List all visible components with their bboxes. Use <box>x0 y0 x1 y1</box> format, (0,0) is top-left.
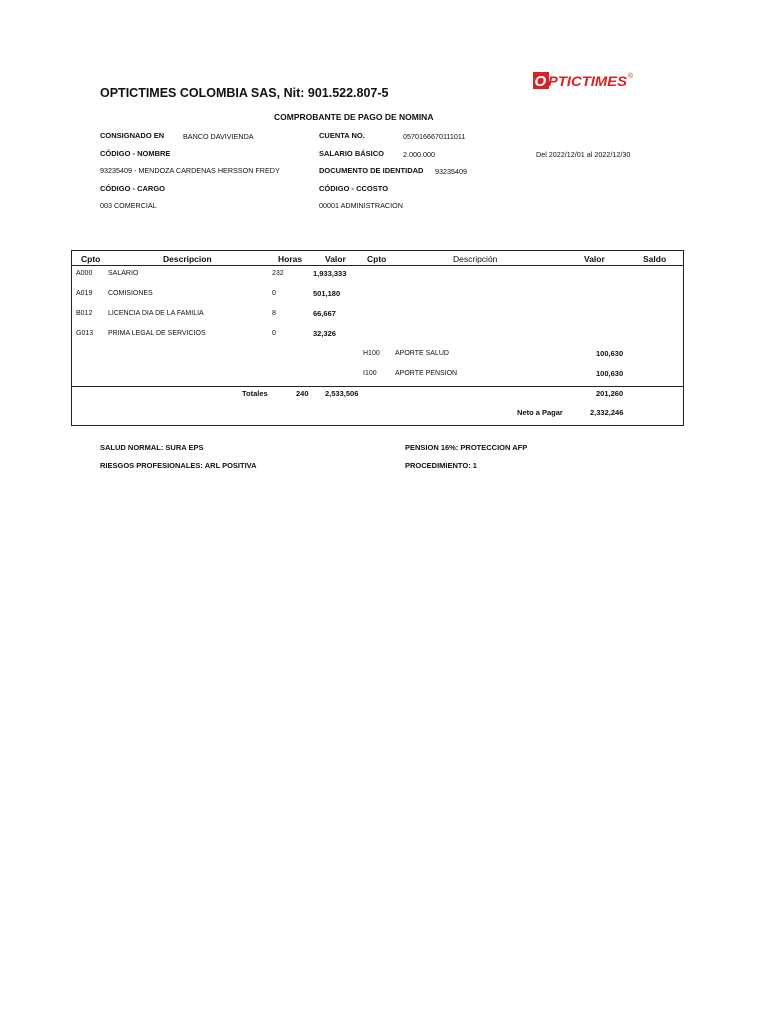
row-valor-deduccion: 100,630 <box>596 349 624 358</box>
col-header-descripcion-deduccion: Descripción <box>453 254 498 264</box>
row-valor: 1,933,333 <box>313 269 347 278</box>
row-cpto: A019 <box>76 290 93 297</box>
codigo-cargo-label: CÓDIGO - CARGO <box>100 184 165 193</box>
totals-valor: 2,533,506 <box>325 389 359 398</box>
col-header-valor-deduccion: Valor <box>584 254 605 264</box>
row-descripcion: SALARIO <box>108 270 139 277</box>
document-title: COMPROBANTE DE PAGO DE NOMINA <box>274 112 434 122</box>
table-header-divider <box>72 265 683 266</box>
col-header-descripcion: Descripcion <box>163 254 212 264</box>
riesgos-info: RIESGOS PROFESIONALES: ARL POSITIVA <box>100 461 257 470</box>
logo-registered-mark: ® <box>628 73 634 80</box>
row-valor: 66,667 <box>313 309 336 318</box>
costo-value: 00001 ADMINISTRACION <box>319 201 403 210</box>
row-cpto-deduccion: I100 <box>363 370 377 377</box>
col-header-cpto: Cpto <box>81 254 101 264</box>
company-logo <box>533 68 635 92</box>
row-horas: 0 <box>272 290 276 297</box>
row-descripcion-deduccion: APORTE SALUD <box>395 350 449 357</box>
totals-deducciones: 201,260 <box>596 389 624 398</box>
row-valor-deduccion: 100,630 <box>596 369 624 378</box>
consignado-value: BANCO DAVIVIENDA <box>183 132 254 141</box>
documento-value: 93235409 <box>435 167 467 176</box>
company-name: OPTICTIMES COLOMBIA SAS, Nit: 901.522.807-5 <box>100 86 389 100</box>
col-header-saldo: Saldo <box>643 254 667 264</box>
neto-label: Neto a Pagar <box>517 408 563 417</box>
row-descripcion: LICENCIA DIA DE LA FAMILIA <box>108 310 204 317</box>
consignado-label: CONSIGNADO EN <box>100 131 165 140</box>
row-cpto-deduccion: H100 <box>363 350 380 357</box>
logo-text: PTICTIMES <box>548 73 628 89</box>
cuenta-label: CUENTA NO. <box>319 131 365 140</box>
row-cpto: G013 <box>76 330 94 337</box>
cargo-value: 003 COMERCIAL <box>100 201 157 210</box>
table-totals-divider <box>72 386 683 387</box>
neto-value: 2,332,246 <box>590 408 624 417</box>
cuenta-value: 0570166670111011 <box>403 132 466 141</box>
documento-label: DOCUMENTO DE IDENTIDAD <box>319 166 424 175</box>
row-horas: 232 <box>272 270 284 277</box>
logo-letter: O <box>534 73 547 90</box>
row-cpto: B012 <box>76 310 93 317</box>
row-descripcion-deduccion: APORTE PENSION <box>395 370 458 377</box>
salario-value: 2.000.000 <box>403 150 435 159</box>
col-header-cpto-deduccion: Cpto <box>367 254 387 264</box>
row-horas: 8 <box>272 310 276 317</box>
row-descripcion: PRIMA LEGAL DE SERVICIOS <box>108 330 206 337</box>
row-descripcion: COMISIONES <box>108 290 153 297</box>
row-valor: 501,180 <box>313 289 341 298</box>
codigo-nombre-label: CÓDIGO - NOMBRE <box>100 149 171 158</box>
totals-label: Totales <box>242 389 268 398</box>
periodo-value: Del 2022/12/01 al 2022/12/30 <box>536 150 631 159</box>
pension-info: PENSION 16%: PROTECCION AFP <box>405 443 528 452</box>
col-header-horas: Horas <box>278 254 303 264</box>
procedimiento-info: PROCEDIMIENTO: 1 <box>405 461 477 470</box>
nombre-value: 93235409 - MENDOZA CARDENAS HERSSON FREDY <box>100 166 280 175</box>
codigo-costo-label: CÓDIGO - CCOSTO <box>319 184 389 193</box>
salario-label: SALARIO BÁSICO <box>319 149 385 158</box>
salud-info: SALUD NORMAL: SURA EPS <box>100 443 204 452</box>
totals-horas: 240 <box>296 389 309 398</box>
row-valor: 32,326 <box>313 329 336 338</box>
payroll-table <box>71 250 684 426</box>
row-cpto: A000 <box>76 270 93 277</box>
row-horas: 0 <box>272 330 276 337</box>
col-header-valor: Valor <box>325 254 346 264</box>
